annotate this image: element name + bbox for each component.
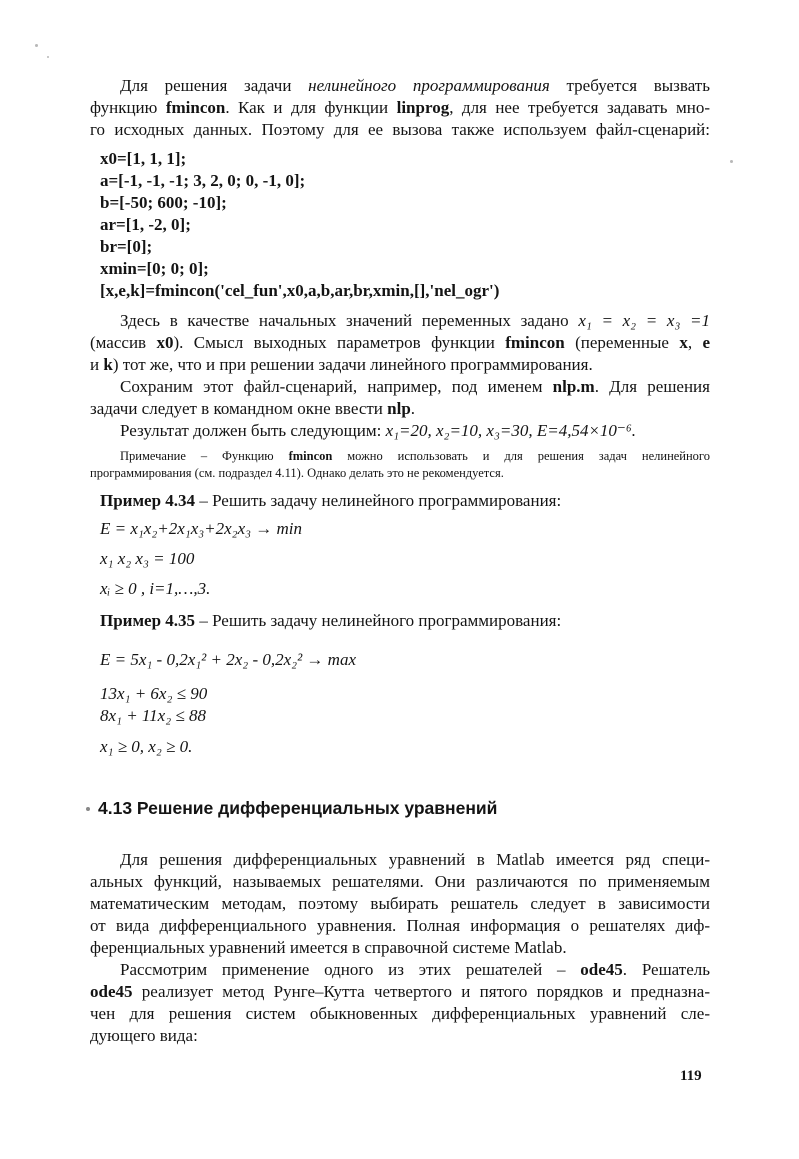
code-line-7: [x,e,k]=fmincon('cel_fun',x0,a,b,ar,br,xmin,[],'nel_ogr') [100, 281, 500, 300]
diff-line-2: альных функций, называемых решателями. Они различаются по применяемым [90, 872, 710, 891]
example-434-label: Пример 4.34 [100, 491, 196, 510]
diff-line-3: математическим методам, поэтому выбирать решатель следует в зависимости [90, 894, 710, 913]
code-line-5: br=[0]; [100, 237, 153, 256]
intro-text-1: Для решения задачи нелинейного программирования требуется вызвать [120, 76, 710, 95]
note-line-2: программирования (см. подраздел 4.11). Однако делать это не рекомендуется. [90, 466, 504, 480]
example-435-constraint-2: 8x₁ + 11x₂ ≤ 88 [100, 706, 206, 725]
ode-line-4: дующего вида: [90, 1026, 198, 1045]
example-434-heading [100, 491, 561, 511]
intro-line-2: функцию fmincon. Как и для функции linprog, для нее требуется задавать мно- [90, 98, 710, 117]
page-number: 119 [680, 1068, 702, 1084]
scan-speck [47, 56, 49, 58]
ode-line-1: Рассмотрим применение одного из этих решателей – ode45. Решатель [120, 960, 710, 979]
diff-line-1: Для решения дифференциальных уравнений в Matlab имеется ряд специ- [120, 850, 710, 869]
explain-line-3: и k) тот же, что и при решении задачи линейного программирования. [90, 355, 593, 374]
diff-line-4: от вида дифференциального уравнения. Полная информация о решателях диф- [90, 916, 710, 935]
example-435-text: – Решить задачу нелинейного программирования: [195, 611, 562, 630]
example-434-text: – Решить задачу нелинейного программирования: [195, 491, 562, 510]
result-line [120, 421, 636, 441]
scan-speck [730, 160, 733, 163]
code-line-4: ar=[1, -2, 0]; [100, 215, 191, 234]
result-values: x₁=20, x₂=10, x₃=30, E=4,54×10⁻⁶. [385, 421, 637, 440]
explain-line-1 [120, 311, 710, 331]
code-line-6: xmin=[0; 0; 0]; [100, 259, 209, 278]
code-line-1: x0=[1, 1, 1]; [100, 149, 187, 168]
explain-text-1: Здесь в качестве начальных значений переменных задано [120, 311, 569, 330]
example-435-heading [100, 611, 561, 631]
heading-bullet-mark [86, 807, 90, 811]
code-line-3: b=[-50; 600; -10]; [100, 193, 227, 212]
diff-line-5: ференциальных уравнений имеется в справочной системе Matlab. [90, 938, 567, 957]
ode-line-3: чен для решения систем обыкновенных дифференциальных уравнений сле- [90, 1004, 710, 1023]
example-434-bounds: xᵢ ≥ 0 , i=1,…,3. [100, 579, 211, 598]
example-435-objective: E = 5x₁ - 0,2x₁² + 2x₂ - 0,2x₂² → max [100, 650, 356, 669]
example-435-constraint-1: 13x₁ + 6x₂ ≤ 90 [100, 684, 208, 703]
example-434-objective: E = x₁x₂+2x₁x₃+2x₂x₃ → min [100, 519, 303, 538]
example-435-label: Пример 4.35 [100, 611, 196, 630]
intro-line-3: го исходных данных. Поэтому для ее вызова также используем файл-сценарий: [90, 120, 710, 139]
note-line-1: Примечание – Функцию fmincon можно использовать и для решения задач нелинейного [120, 449, 710, 463]
example-435-bounds: x₁ ≥ 0, x₂ ≥ 0. [100, 737, 193, 756]
explain-line-2: (массив x0). Смысл выходных параметров функции fmincon (переменные x, e [90, 333, 710, 352]
scan-speck [35, 44, 38, 47]
save-line-1: Сохраним этот файл-сценарий, например, под именем nlp.m. Для решения [120, 377, 710, 396]
code-line-2: a=[-1, -1, -1; 3, 2, 0; 0, -1, 0]; [100, 171, 306, 190]
explain-formula: x₁ = x₂ = x₃ =1 [578, 311, 711, 330]
result-prefix: Результат должен быть следующим: [120, 421, 386, 440]
example-434-constraint: x₁ x₂ x₃ = 100 [100, 549, 195, 568]
section-heading: 4.13 Решение дифференциальных уравнений [98, 798, 498, 818]
ode-line-2: ode45 реализует метод Рунге–Кутта четвертого и пятого порядков и предназна- [90, 982, 710, 1001]
intro-line-1 [120, 76, 710, 96]
save-line-2: задачи следует в командном окне ввести nlp. [90, 399, 416, 418]
